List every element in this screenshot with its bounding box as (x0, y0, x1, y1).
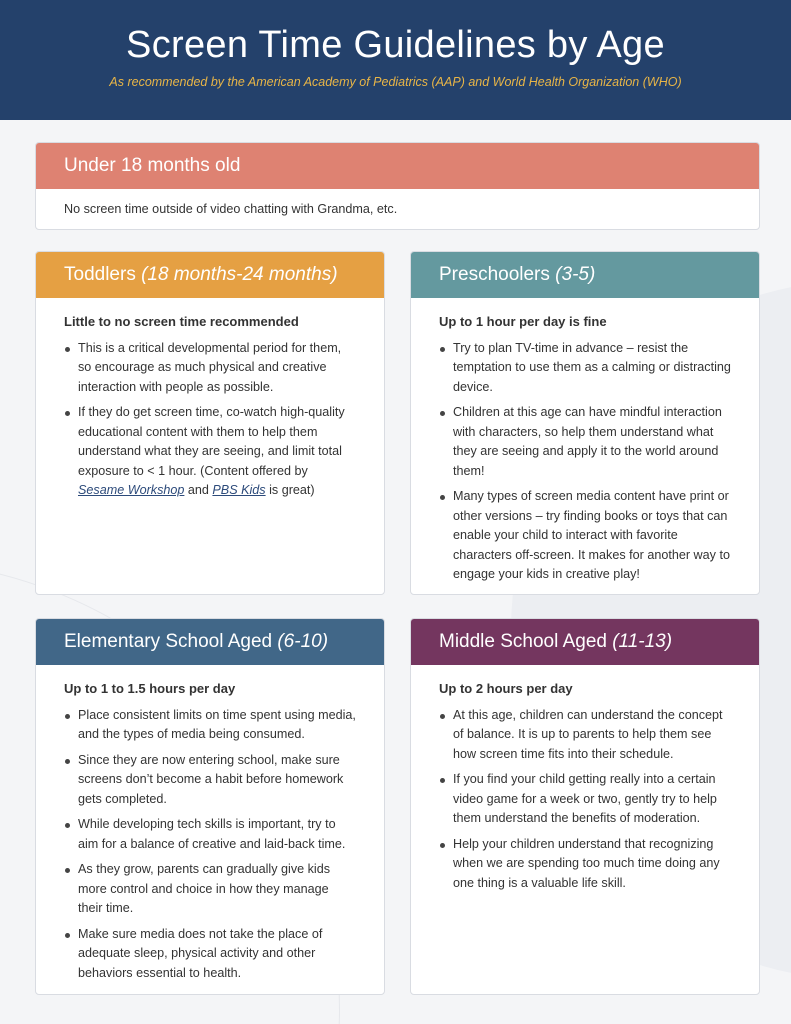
card-under-18-months (35, 142, 760, 230)
list-item: If you find your child getting really into a certain video game for a week or two, gently try to help them understand the benefits of moderation. (439, 770, 731, 829)
page-subtitle: As recommended by the American Academy of Pediatrics (AAP) and World Health Organization (WHO) (109, 75, 682, 89)
card-header (36, 252, 384, 298)
card-age-range: (3-5) (555, 264, 596, 285)
list-item: As they grow, parents can gradually give kids more control and choice in how they manage their time. (64, 860, 356, 919)
pbs-kids-link[interactable]: PBS Kids (212, 483, 266, 497)
card-age-range: (11-13) (612, 631, 673, 652)
list-item: Help your children understand that recognizing when we are spending too much time doing any one thing is a valuable life skill. (439, 835, 731, 894)
card-header (411, 252, 759, 298)
card-title: Middle School Aged (439, 631, 613, 652)
card-lead: Little to no screen time recommended (64, 314, 299, 329)
card-text: No screen time outside of video chatting with Grandma, etc. (64, 202, 398, 216)
card-toddlers (35, 251, 385, 595)
page-title: Screen Time Guidelines by Age (126, 24, 665, 66)
list-item: Try to plan TV-time in advance – resist the temptation to use them as a calming or distracting device. (439, 339, 731, 398)
card-elementary-school (35, 618, 385, 995)
card-body (36, 189, 759, 220)
card-age-range: (18 months-24 months) (141, 264, 338, 285)
list-item: While developing tech skills is important, try to aim for a balance of creative and laid-back time. (64, 815, 356, 854)
page-header (0, 0, 791, 120)
list-item: This is a critical developmental period for them, so encourage as much physical and creative interaction with people as possible. (64, 339, 356, 398)
list-item: At this age, children can understand the concept of balance. It is up to parents to help them see how screen time fits into their schedule. (439, 706, 731, 765)
list-item-text: is great) (265, 483, 315, 497)
card-header (36, 143, 759, 189)
card-header (36, 619, 384, 665)
list-item-text: and (184, 483, 213, 497)
card-body (36, 665, 384, 983)
card-body (36, 298, 384, 501)
sesame-workshop-link[interactable]: Sesame Workshop (78, 483, 185, 497)
card-lead: Up to 1 hour per day is fine (439, 314, 607, 329)
card-title: Toddlers (64, 264, 142, 285)
card-title: Preschoolers (439, 264, 556, 285)
list-item: Since they are now entering school, make sure screens don’t become a habit before homework gets completed. (64, 751, 356, 810)
list-item: Many types of screen media content have print or other versions – try finding books or toys that can enable your child to interact with favorite characters off-screen. It makes for another way to engage your kids in creative play! (439, 487, 731, 585)
list-item-text: If they do get screen time, co-watch high-quality educational content with them to help them understand what they are seeing, and limit total exposure to < 1 hour. (Content offered by (78, 405, 345, 478)
card-title: Elementary School Aged (64, 631, 278, 652)
card-body (411, 665, 759, 893)
card-middle-school (410, 618, 760, 995)
card-lead: Up to 2 hours per day (439, 681, 573, 696)
bullet-list (439, 339, 731, 585)
list-item (64, 403, 356, 501)
card-header (411, 619, 759, 665)
card-preschoolers (410, 251, 760, 595)
card-body (411, 298, 759, 585)
list-item: Make sure media does not take the place of adequate sleep, physical activity and other behaviors essential to health. (64, 925, 356, 984)
card-title: Under 18 months old (64, 155, 241, 176)
bullet-list (64, 339, 356, 501)
card-lead: Up to 1 to 1.5 hours per day (64, 681, 236, 696)
bullet-list (439, 706, 731, 894)
bullet-list (64, 706, 356, 984)
list-item: Place consistent limits on time spent using media, and the types of media being consumed. (64, 706, 356, 745)
list-item: Children at this age can have mindful interaction with characters, so help them understand what they are seeing and apply it to the world around them! (439, 403, 731, 481)
card-age-range: (6-10) (277, 631, 329, 652)
